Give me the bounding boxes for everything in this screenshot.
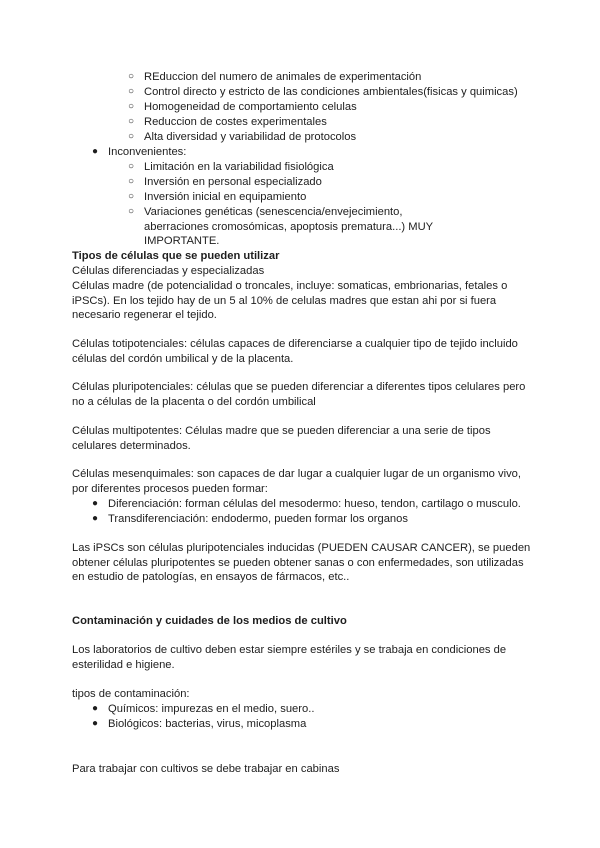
bullet-icon: ● — [92, 498, 99, 509]
circle-bullet-icon: ○ — [128, 161, 135, 172]
list-item: ● Químicos: impurezas en el medio, suero.. — [92, 703, 315, 715]
list-item: ● Transdiferenciación: endodermo, pueden formar los organos — [92, 513, 408, 525]
paragraph: Células multipotentes: Células madre que se pueden diferenciar a una serie de tipos celulares determinados. — [72, 425, 491, 452]
paragraph: Células diferenciadas y especializadas — [72, 265, 265, 277]
section-heading: Tipos de células que se pueden utilizar — [72, 250, 280, 262]
list-item: ○ Inversión en personal especializado — [128, 176, 322, 188]
bullet-icon: ● — [92, 718, 99, 729]
paragraph: Células pluripotenciales: células que se pueden diferenciar a diferentes tipos celulares pero no a células de la placenta o del cordón umbilical — [72, 381, 526, 408]
paragraph: Las iPSCs son células pluripotenciales inducidas (PUEDEN CAUSAR CANCER), se pueden obtener células pluripotentes se pueden obtener sanas o con enfermedades, son utilizadas en estudio de patologías, en ensayos de fármacos, etc.. — [72, 542, 531, 584]
circle-bullet-icon: ○ — [128, 206, 135, 217]
circle-bullet-icon: ○ — [128, 71, 135, 82]
circle-bullet-icon: ○ — [128, 131, 135, 142]
paragraph: Para trabajar con cultivos se debe trabajar en cabinas — [72, 763, 340, 775]
list-item: ○ Inversión inicial en equipamiento — [128, 191, 307, 203]
paragraph: Células madre (de potencialidad o troncales, incluye: somaticas, embrionarias, fetales o iPSCs). En los tejido hay de un 5 al 10% de celulas madres que estan ahi por si fuera necesario regenerar el tejido. — [72, 280, 508, 322]
bullet-icon: ● — [92, 513, 99, 524]
paragraph: Células mesenquimales: son capaces de dar lugar a cualquier lugar de un organismo vivo, por diferentes procesos pueden formar: — [72, 468, 521, 495]
circle-bullet-icon: ○ — [128, 116, 135, 127]
list-item: ○ REduccion del numero de animales de experimentación — [128, 71, 422, 83]
bullet-icon: ● — [92, 146, 99, 157]
circle-bullet-icon: ○ — [128, 191, 135, 202]
circle-bullet-icon: ○ — [128, 86, 135, 97]
list-item: ○ Homogeneidad de comportamiento celulas — [128, 101, 357, 113]
section-heading: Contaminación y cuidades de los medios de cultivo — [72, 615, 347, 627]
paragraph: tipos de contaminación: — [72, 688, 190, 700]
list-item: ● Biológicos: bacterias, virus, micoplasma — [92, 718, 307, 730]
list-item: ○ Limitación en la variabilidad fisiológica — [128, 161, 334, 173]
paragraph: Células totipotenciales: células capaces de diferenciarse a cualquier tipo de tejido incluido células del cordón umbilical y de la placenta. — [72, 338, 518, 365]
list-item: ○ Control directo y estricto de las condiciones ambientales(fisicas y quimicas) — [128, 86, 518, 98]
paragraph: Los laboratorios de cultivo deben estar siempre estériles y se trabaja en condiciones de esterilidad e higiene. — [72, 644, 507, 671]
list-item: ○ Reduccion de costes experimentales — [128, 116, 327, 128]
list-item: ● Inconvenientes: — [92, 146, 187, 158]
circle-bullet-icon: ○ — [128, 101, 135, 112]
list-item: ● Diferenciación: forman células del mesodermo: hueso, tendon, cartilago o musculo. — [92, 498, 521, 510]
circle-bullet-icon: ○ — [128, 176, 135, 187]
bullet-icon: ● — [92, 703, 99, 714]
list-item: ○ Variaciones genéticas (senescencia/envejecimiento, aberraciones cromosómicas, apoptosis prematura...) MUY IMPORTANTE. — [128, 206, 433, 248]
list-item: ○ Alta diversidad y variabilidad de protocolos — [128, 131, 357, 143]
